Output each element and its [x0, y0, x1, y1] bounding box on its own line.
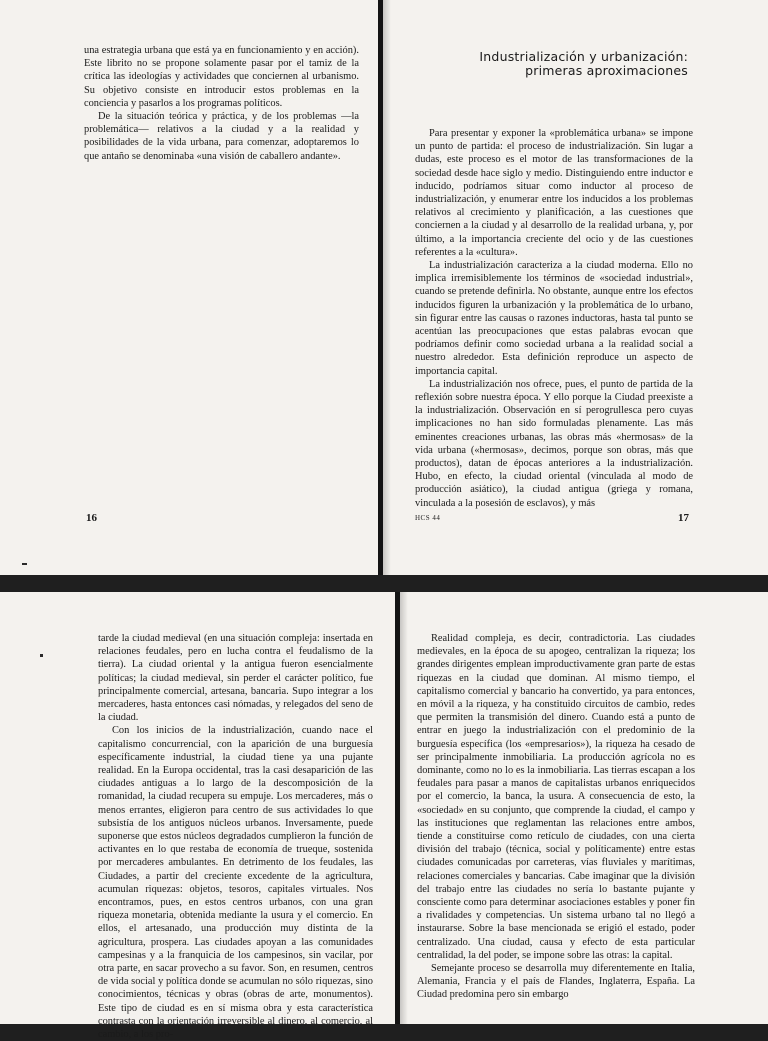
page-16-text — [84, 44, 359, 163]
paragraph: Para presentar y exponer la «problemática urbana» se impone un punto de partida: el proceso de industrialización. Sin lugar a dudas, este proceso es el motor de las transformaciones de la sociedad desde hace siglo y medio. Distinguiendo entre inductor e inducido, podríamos situar como inductor al proceso de industrialización, y enumerar entre los inducidos a los problemas relativos al crecimiento y planificación, a las cuestiones que conciernen a la ciudad y al desarrollo de la realidad urbana, y, por último, a la importancia creciente del ocio y de las cuestiones referentes a la «cultura». — [415, 128, 693, 258]
chapter-title — [470, 50, 688, 78]
gutter-shadow — [400, 592, 408, 1024]
page-number: 16 — [86, 512, 97, 524]
scan-mark — [40, 654, 43, 657]
paragraph: Semejante proceso se desarrolla muy diferentemente en Italia, Alemania, Francia y el país de Flandes, Inglaterra, España. La Ciudad predomina pero sin embargo — [417, 963, 695, 1001]
page-right-bottom-text — [417, 632, 695, 1024]
paragraph: La industrialización nos ofrece, pues, el punto de partida de la reflexión sobre nuestra época. Y ello porque la Ciudad preexiste a la industrialización. Observación en sí perogrullesca pero cuyas implicaciones no han sido formuladas plenamente. Las más eminentes creaciones urbanas, las obras más «hermosas» de la vida urbana («hermosas», decimos, porque son obras, más que productos), datan de épocas anteriores a la industrialización. Hubo, en efecto, la ciudad oriental (vinculada al modo de producción asiático), la ciudad antigua (griega y romana, vinculada a la posesión de esclavos), y más — [415, 378, 693, 509]
page-left-bottom-text — [98, 632, 373, 1041]
paragraph: De la situación teórica y práctica, y de los problemas —la problemática— relativos a la ciudad y a la realidad y posibilidades de la vida urbana, para comenzar, adoptaremos lo que antaño se denominaba «una visión de caballero andante». — [84, 111, 359, 162]
page-number: 17 — [678, 512, 689, 524]
paragraph: La industrialización caracteriza a la ciudad moderna. Ello no implica irremisiblemente los términos de «sociedad industrial», cuando se pretende definirla. No obstante, aunque entre los efectos inducidos figuren la urbanización y la problemática de lo urbano, sin figurar entre las causas o razones inductoras, hasta tal punto se acentúan las preocupaciones que estas palabras evocan que podríamos definir como sociedad urbana a la realidad social a nuestro alrededor. Esta definición reproduce un aspecto de importancia capital. — [415, 260, 693, 377]
paragraph: tarde la ciudad medieval (en una situación compleja: insertada en relaciones feudales, pero en lucha contra el feudalismo de la tierra). La ciudad oriental y la antigua fueron esencialmente políticas; la ciudad medieval, sin perder el carácter político, fue principalmente comercial, artesana, bancaria. Supo integrar a los mercaderes, hasta entonces casi nómadas, y relegados del seno de la ciudad. — [98, 633, 373, 724]
paragraph: Realidad compleja, es decir, contradictoria. Las ciudades medievales, en la época de su apogeo, centralizan la riqueza; los grandes dirigentes emplean improductivamente gran parte de estas riquezas en la ciudad que dominan. Al mismo tiempo, el capitalismo comercial y bancario ha convertido, ya para entonces, en móvil a la riqueza, y ha constituido circuitos de cambio, redes que permiten la transmisión del dinero. Cuando está a punto de entrar en juego la industrialización con el predominio de la burguesía específica (los «empresarios»), la riqueza ha cesado de ser principalmente inmobiliaria. La producción agrícola no es dominante, como no lo es la inmobiliaria. Las tierras escapan a los feudales para pasar a manos de capitalistas urbanos enriquecidos por el comercio, la banca, la usura. A consecuencia de esto, la «sociedad» en su conjunto, que comprende la ciudad, el campo y las instituciones que reglamentan las relaciones entre ambos, tiende a constituirse como retículo de ciudades, con una cierta división del trabajo (técnica, social y políticamente) entre estas ciudades comunicadas por carreteras, vías fluviales y marítimas, relaciones comerciales y bancarias. Cabe imaginar que la división del trabajo entre las ciudades no sería lo bastante pujante y consciente como para determinar asociaciones estables y poner fin a rivalidades y competencias. Un sistema urbano tal no llegó a instaurarse. Sobre la base mencionada se erigió el estado, poder centralizado. Una ciudad, causa y efecto de esta particular centralidad, la del poder, se impone sobre las otras: la capital. — [417, 633, 695, 961]
chapter-title-line: Industrialización y urbanización: — [479, 49, 688, 64]
page-17-text — [415, 127, 693, 510]
printer-signature: HCS 44 — [415, 514, 441, 522]
gutter-shadow — [383, 0, 391, 575]
chapter-subtitle-line: primeras aproximaciones — [525, 63, 688, 78]
paragraph: Con los inicios de la industrialización, cuando nace el capitalismo concurrencial, con la aparición de una burguesía específicamente industrial, la ciudad tiene ya una pujante realidad. En la Europa occidental, tras la casi desaparición de las ciudades antiguas a lo largo de la descomposición de la romanidad, la ciudad recupera su empuje. Los mercaderes, más o menos errantes, eligieron para centro de sus actividades lo que subsistía de los antiguos núcleos urbanos. Inversamente, puede suponerse que estos núcleos degradados cumplieron la función de activantes en lo que restaba de economía de trueque, sostenida por mercaderes ambulantes. En detrimento de los feudales, las Ciudades, a partir del creciente excedente de la agricultura, acumulan riquezas: objetos, tesoros, capitales virtuales. Nos encontramos, pues, en estos centros urbanos, con una gran riqueza monetaria, obtenida mediante la usura y el comercio. En ellos, el artesanado, una producción muy distinta de la agricultura, prospera. Las ciudades apoyan a las comunidades campesinas y a la franquicia de los campesinos, sin vacilar, por otra parte, en sacar provecho a su favor. Son, en resumen, centros de vida social y política donde se acumulan no sólo riquezas, sino conocimientos, técnicas y obras (obras de arte, monumentos). Este tipo de ciudad es en sí misma obra y esta característica contrasta con la orientación irreversible al dinero, al comercio, al cambio, a los pro- — [98, 725, 373, 1041]
scan-mark — [22, 563, 27, 565]
paragraph: una estrategia urbana que está ya en funcionamiento y en acción). Este librito no se propone solamente pasar por el tamiz de la crítica las ideologías y actividades que conciernen al urbanismo. Su objetivo consiste en introducir estos problemas en la conciencia y pasarlos a los programas políticos. — [84, 45, 359, 109]
